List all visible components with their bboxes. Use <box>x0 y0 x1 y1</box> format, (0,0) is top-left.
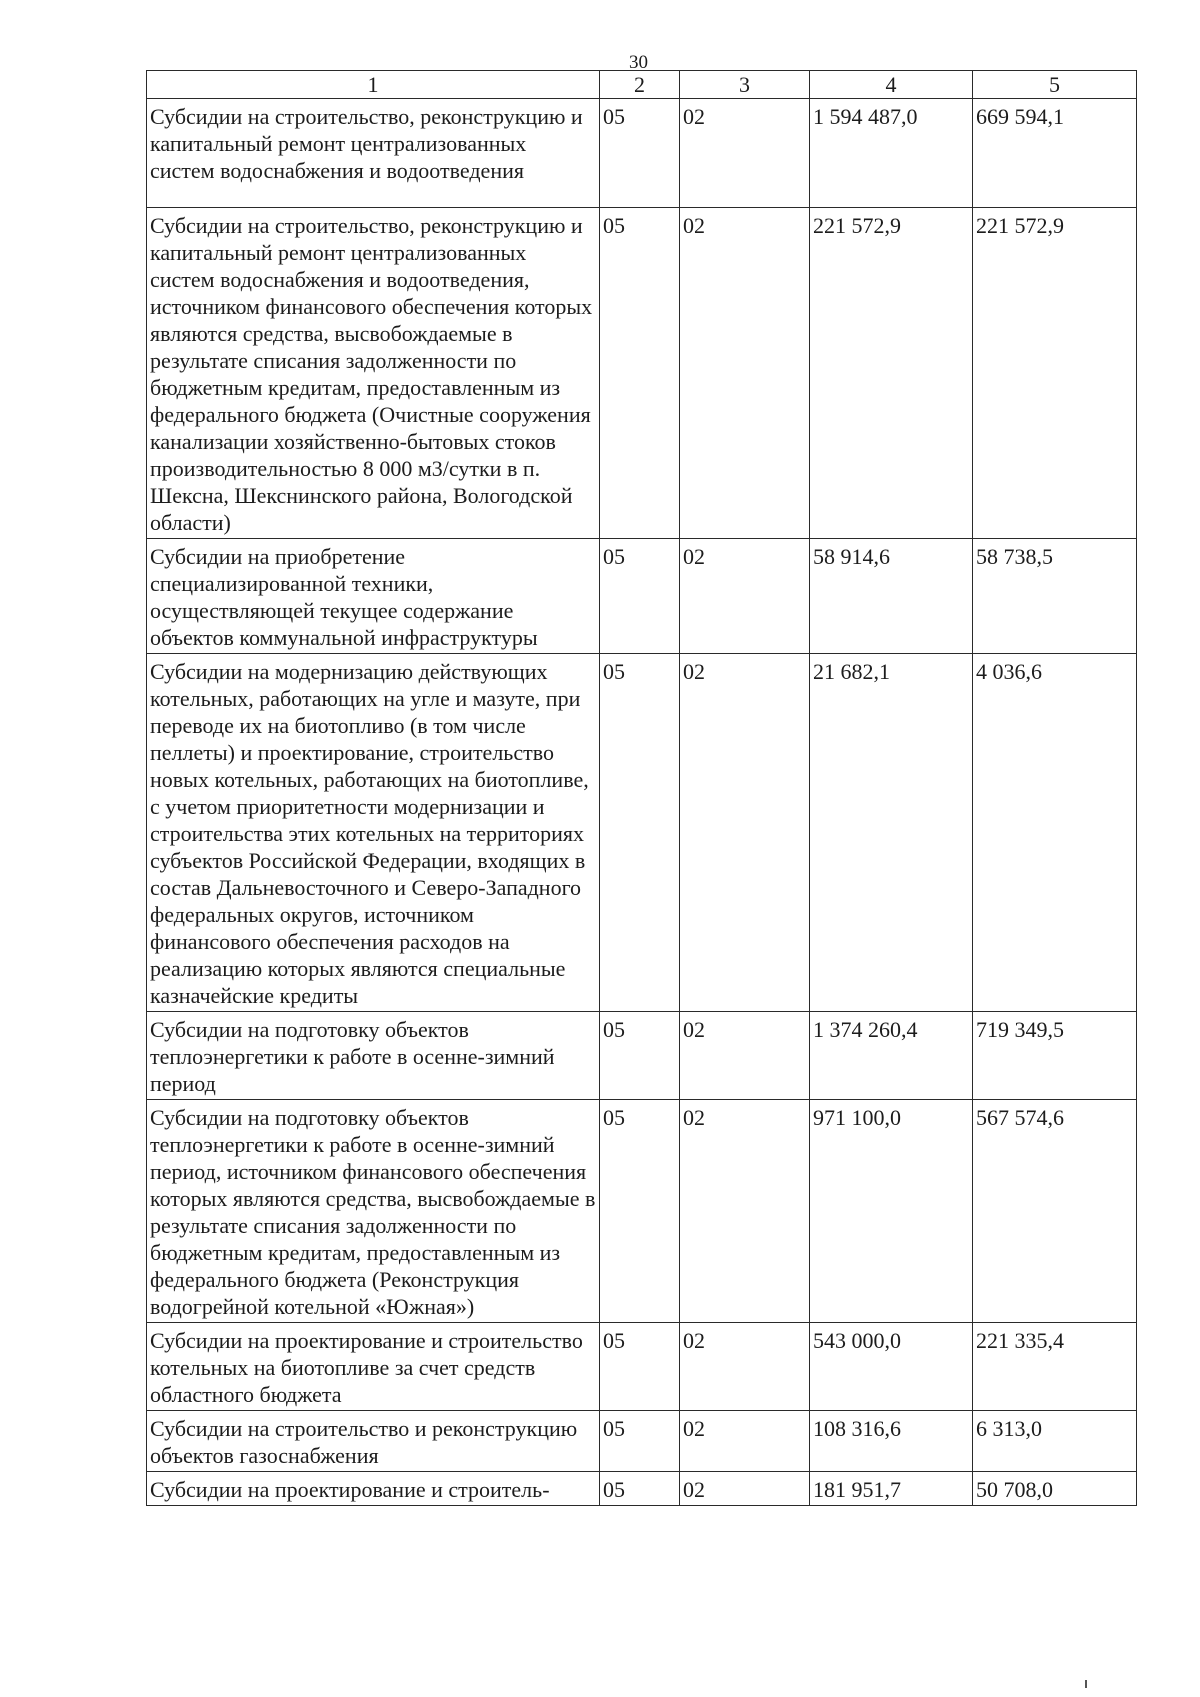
row-section-code: 05 <box>600 654 680 1012</box>
row-amount-executed: 4 036,6 <box>973 654 1137 1012</box>
table-row <box>147 654 1137 1012</box>
row-amount-planned: 108 316,6 <box>810 1411 973 1472</box>
scan-mark <box>1085 1680 1087 1688</box>
row-amount-planned: 221 572,9 <box>810 208 973 539</box>
row-description: Субсидии на строительство и реконструкцию объектов газоснабжения <box>147 1411 600 1472</box>
table-row <box>147 1100 1137 1323</box>
row-description: Субсидии на строительство, реконструкцию и капитальный ремонт централизованных систем водоснабжения и водоотведения, источником финансового обеспечения которых являются средства, высвобождаемые в результате списания задолженности по бюджетным кредитам, предоставленным из федерального бюджета (Очистные сооружения канализации хозяйственно-бытовых стоков производительностью 8 000 м3/сутки в п. Шексна, Шекснинского района, Вологодской области) <box>147 208 600 539</box>
row-section-code: 05 <box>600 539 680 654</box>
row-amount-planned: 1 374 260,4 <box>810 1012 973 1100</box>
table-row <box>147 1323 1137 1411</box>
row-amount-executed: 58 738,5 <box>973 539 1137 654</box>
row-subsection-code: 02 <box>680 1472 810 1506</box>
row-amount-planned: 543 000,0 <box>810 1323 973 1411</box>
row-amount-planned: 1 594 487,0 <box>810 99 973 208</box>
row-subsection-code: 02 <box>680 654 810 1012</box>
row-section-code: 05 <box>600 208 680 539</box>
column-number-4: 4 <box>810 71 973 99</box>
column-number-3: 3 <box>680 71 810 99</box>
row-subsection-code: 02 <box>680 208 810 539</box>
row-subsection-code: 02 <box>680 539 810 654</box>
table-row <box>147 1472 1137 1506</box>
column-number-2: 2 <box>600 71 680 99</box>
table-row <box>147 1012 1137 1100</box>
row-subsection-code: 02 <box>680 1100 810 1323</box>
row-amount-planned: 21 682,1 <box>810 654 973 1012</box>
row-section-code: 05 <box>600 1411 680 1472</box>
row-amount-executed: 221 335,4 <box>973 1323 1137 1411</box>
row-amount-planned: 181 951,7 <box>810 1472 973 1506</box>
column-number-1: 1 <box>147 71 600 99</box>
row-subsection-code: 02 <box>680 1012 810 1100</box>
row-amount-executed: 719 349,5 <box>973 1012 1137 1100</box>
row-amount-executed: 6 313,0 <box>973 1411 1137 1472</box>
column-number-5: 5 <box>973 71 1137 99</box>
table-row <box>147 208 1137 539</box>
row-subsection-code: 02 <box>680 1323 810 1411</box>
row-subsection-code: 02 <box>680 1411 810 1472</box>
row-amount-executed: 669 594,1 <box>973 99 1137 208</box>
row-section-code: 05 <box>600 1100 680 1323</box>
row-description: Субсидии на проектирование и строитель- <box>147 1472 600 1506</box>
row-description: Субсидии на подготовку объектов теплоэнергетики к работе в осенне-зимний период, источником финансового обеспечения которых являются средства, высвобождаемые в результате списания задолженности по бюджетным кредитам, предоставленным из федерального бюджета (Реконструкция водогрейной котельной «Южная») <box>147 1100 600 1323</box>
table-row <box>147 1411 1137 1472</box>
row-description: Субсидии на проектирование и строительство котельных на биотопливе за счет средств областного бюджета <box>147 1323 600 1411</box>
table-row <box>147 539 1137 654</box>
row-description: Субсидии на строительство, реконструкцию и капитальный ремонт централизованных систем водоснабжения и водоотведения <box>147 99 600 208</box>
row-section-code: 05 <box>600 1323 680 1411</box>
row-section-code: 05 <box>600 1012 680 1100</box>
row-amount-executed: 567 574,6 <box>973 1100 1137 1323</box>
row-amount-executed: 221 572,9 <box>973 208 1137 539</box>
row-description: Субсидии на модернизацию действующих котельных, работающих на угле и мазуте, при переводе их на биотопливо (в том числе пеллеты) и проектирование, строительство новых котельных, работающих на биотопливе, с учетом приоритетности модернизации и строительства этих котельных на территориях субъектов Российской Федерации, входящих в состав Дальневосточного и Северо-Западного федеральных округов, источником финансового обеспечения расходов на реализацию которых являются специальные казначейские кредиты <box>147 654 600 1012</box>
row-amount-planned: 58 914,6 <box>810 539 973 654</box>
row-description: Субсидии на подготовку объектов теплоэнергетики к работе в осенне-зимний период <box>147 1012 600 1100</box>
row-section-code: 05 <box>600 1472 680 1506</box>
row-amount-executed: 50 708,0 <box>973 1472 1137 1506</box>
row-subsection-code: 02 <box>680 99 810 208</box>
page-number: 30 <box>629 52 648 73</box>
table-row <box>147 99 1137 208</box>
row-amount-planned: 971 100,0 <box>810 1100 973 1323</box>
row-section-code: 05 <box>600 99 680 208</box>
table-header-row <box>147 71 1137 99</box>
row-description: Субсидии на приобретение специализированной техники, осуществляющей текущее содержание объектов коммунальной инфраструктуры <box>147 539 600 654</box>
budget-table <box>146 70 1137 1506</box>
